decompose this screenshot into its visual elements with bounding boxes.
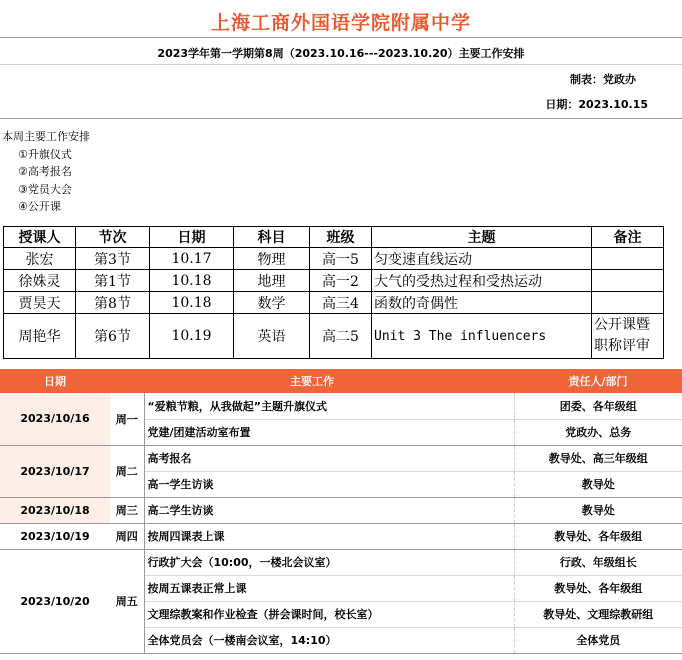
topic-cell: 匀变速直线运动 bbox=[372, 248, 592, 270]
table-header-row bbox=[4, 227, 664, 248]
schedule-subtitle: 2023学年第一学期第8周（2023.10.16---2023.10.20）主要工作安排 bbox=[157, 47, 525, 60]
weekday-cell: 周一 bbox=[110, 393, 144, 445]
responsible-cell: 党政办、总务 bbox=[514, 419, 682, 445]
column-header: 备注 bbox=[592, 227, 664, 248]
responsible-cell: 教导处 bbox=[514, 471, 682, 497]
responsible-cell: 团委、各年级组 bbox=[514, 393, 682, 419]
date-cell: 2023/10/19 bbox=[0, 523, 110, 549]
date-cell: 10.18 bbox=[150, 292, 234, 314]
table-row bbox=[0, 549, 682, 575]
date-cell: 10.17 bbox=[150, 248, 234, 270]
responsible-cell: 行政、年级组长 bbox=[514, 549, 682, 575]
table-row bbox=[0, 445, 682, 471]
teacher-cell: 张宏 bbox=[4, 248, 76, 270]
work-cell: 行政扩大会（10:00，一楼北会议室） bbox=[144, 549, 514, 575]
work-cell: 高考报名 bbox=[144, 445, 514, 471]
work-cell: 按周五课表正常上课 bbox=[144, 575, 514, 601]
open-lesson-table bbox=[3, 226, 664, 359]
agenda-item: ①升旗仪式 bbox=[18, 147, 72, 161]
note-cell: 公开课暨职称评审 bbox=[592, 314, 664, 359]
column-header: 科目 bbox=[234, 227, 310, 248]
divider bbox=[0, 37, 682, 38]
responsible-cell: 教导处、高三年级组 bbox=[514, 445, 682, 471]
topic-cell: 函数的奇偶性 bbox=[372, 292, 592, 314]
weekday-cell: 周二 bbox=[110, 445, 144, 497]
table-row bbox=[0, 393, 682, 419]
work-cell: 全体党员会（一楼南会议室，14:10） bbox=[144, 627, 514, 653]
weekday-cell: 周三 bbox=[110, 497, 144, 523]
work-cell: 按周四课表上课 bbox=[144, 523, 514, 549]
column-header: 日期 bbox=[0, 369, 110, 393]
topic-cell: Unit 3 The influencers bbox=[372, 314, 592, 359]
divider bbox=[0, 64, 682, 65]
date-label: 日期：2023.10.15 bbox=[545, 98, 648, 111]
note-cell bbox=[592, 248, 664, 270]
work-cell: “爱粮节粮，从我做起”主题升旗仪式 bbox=[144, 393, 514, 419]
column-header: 授课人 bbox=[4, 227, 76, 248]
work-cell: 高二学生访谈 bbox=[144, 497, 514, 523]
table-row bbox=[0, 523, 682, 549]
column-header: 责任人/部门 bbox=[514, 369, 682, 393]
teacher-cell: 贾昊天 bbox=[4, 292, 76, 314]
column-header: 主题 bbox=[372, 227, 592, 248]
teacher-cell: 徐姝灵 bbox=[4, 270, 76, 292]
subject-cell: 数学 bbox=[234, 292, 310, 314]
table-row bbox=[4, 248, 664, 270]
teacher-cell: 周艳华 bbox=[4, 314, 76, 359]
responsible-cell: 教导处 bbox=[514, 497, 682, 523]
note-cell bbox=[592, 270, 664, 292]
weekly-schedule-table bbox=[0, 369, 682, 654]
period-cell: 第1节 bbox=[76, 270, 150, 292]
period-cell: 第3节 bbox=[76, 248, 150, 270]
work-cell: 文理综教案和作业检查（拼会课时间，校长室） bbox=[144, 601, 514, 627]
agenda-item: ③党员大会 bbox=[18, 182, 72, 196]
topic-cell: 大气的受热过程和受热运动 bbox=[372, 270, 592, 292]
table-row bbox=[4, 270, 664, 292]
period-cell: 第6节 bbox=[76, 314, 150, 359]
responsible-cell: 教导处、各年级组 bbox=[514, 523, 682, 549]
date-cell: 2023/10/17 bbox=[0, 445, 110, 497]
class-cell: 高二5 bbox=[310, 314, 372, 359]
class-cell: 高一2 bbox=[310, 270, 372, 292]
agenda-item: ②高考报名 bbox=[18, 165, 72, 178]
date-cell: 10.18 bbox=[150, 270, 234, 292]
agenda-heading: 本周主要工作安排 bbox=[2, 130, 90, 143]
class-cell: 高三4 bbox=[310, 292, 372, 314]
responsible-cell: 教导处、文理综教研组 bbox=[514, 601, 682, 627]
date-cell: 2023/10/20 bbox=[0, 549, 110, 653]
column-header: 班级 bbox=[310, 227, 372, 248]
maker-label: 制表：党政办 bbox=[570, 73, 636, 86]
column-header: 日期 bbox=[150, 227, 234, 248]
weekday-cell: 周四 bbox=[110, 523, 144, 549]
date-cell: 10.19 bbox=[150, 314, 234, 359]
column-header: 节次 bbox=[76, 227, 150, 248]
schedule-header-row bbox=[0, 369, 682, 393]
period-cell: 第8节 bbox=[76, 292, 150, 314]
work-cell: 高一学生访谈 bbox=[144, 471, 514, 497]
note-cell bbox=[592, 292, 664, 314]
agenda-item: ④公开课 bbox=[18, 200, 61, 213]
table-row bbox=[0, 497, 682, 523]
subject-cell: 地理 bbox=[234, 270, 310, 292]
responsible-cell: 教导处、各年级组 bbox=[514, 575, 682, 601]
weekly-agenda bbox=[2, 128, 90, 216]
divider bbox=[0, 118, 682, 119]
table-row bbox=[4, 292, 664, 314]
weekday-cell: 周五 bbox=[110, 549, 144, 653]
school-title: 上海工商外国语学院附属中学 bbox=[210, 12, 471, 34]
date-cell: 2023/10/16 bbox=[0, 393, 110, 445]
work-cell: 党建/团建活动室布置 bbox=[144, 419, 514, 445]
date-cell: 2023/10/18 bbox=[0, 497, 110, 523]
responsible-cell: 全体党员 bbox=[514, 627, 682, 653]
column-header: 主要工作 bbox=[110, 369, 514, 393]
class-cell: 高一5 bbox=[310, 248, 372, 270]
subject-cell: 物理 bbox=[234, 248, 310, 270]
subject-cell: 英语 bbox=[234, 314, 310, 359]
table-row bbox=[4, 314, 664, 359]
